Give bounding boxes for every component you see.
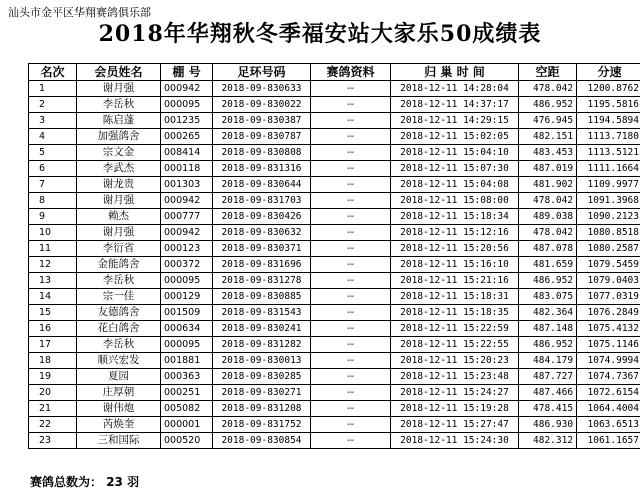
- cell-speed: 1080.8518: [577, 225, 640, 241]
- cell-info: --: [311, 337, 391, 353]
- cell-time: 2018-12-11 15:18:31: [391, 289, 519, 305]
- cell-ring: 2018-09-831752: [213, 417, 311, 433]
- cell-distance: 486.930: [519, 417, 577, 433]
- cell-loft: 000520: [161, 433, 213, 449]
- cell-ring: 2018-09-831208: [213, 401, 311, 417]
- cell-info: --: [311, 385, 391, 401]
- cell-speed: 1113.7180: [577, 129, 640, 145]
- cell-distance: 481.659: [519, 257, 577, 273]
- cell-rank: 15: [29, 305, 77, 321]
- column-header-loft-id: 棚 号: [161, 64, 213, 81]
- cell-distance: 476.945: [519, 113, 577, 129]
- cell-name: 谢月强: [77, 225, 161, 241]
- cell-info: --: [311, 209, 391, 225]
- cell-distance: 487.727: [519, 369, 577, 385]
- cell-time: 2018-12-11 15:20:56: [391, 241, 519, 257]
- cell-speed: 1077.0319: [577, 289, 640, 305]
- cell-time: 2018-12-11 15:07:30: [391, 161, 519, 177]
- cell-loft: 000001: [161, 417, 213, 433]
- cell-speed: 1072.6154: [577, 385, 640, 401]
- total-count: [30, 473, 139, 490]
- cell-ring: 2018-09-830387: [213, 113, 311, 129]
- table-row: [29, 385, 640, 401]
- cell-distance: 481.902: [519, 177, 577, 193]
- cell-name: 李岳秋: [77, 97, 161, 113]
- cell-name: 谢伟炮: [77, 401, 161, 417]
- table-body: [29, 81, 640, 449]
- cell-info: --: [311, 353, 391, 369]
- page-title: 2018年华翔秋冬季福安站大家乐50成绩表: [98, 21, 542, 47]
- table-row: [29, 177, 640, 193]
- cell-info: --: [311, 417, 391, 433]
- cell-speed: 1063.6513: [577, 417, 640, 433]
- table-row: [29, 433, 640, 449]
- cell-distance: 483.075: [519, 289, 577, 305]
- cell-speed: 1091.3968: [577, 193, 640, 209]
- cell-distance: 482.312: [519, 433, 577, 449]
- cell-speed: 1090.2123: [577, 209, 640, 225]
- cell-info: --: [311, 369, 391, 385]
- table-row: [29, 225, 640, 241]
- cell-loft: 000095: [161, 337, 213, 353]
- cell-loft: 001509: [161, 305, 213, 321]
- cell-loft: 000634: [161, 321, 213, 337]
- column-header-pigeon-info: 赛鸽资料: [311, 64, 391, 81]
- cell-loft: 001881: [161, 353, 213, 369]
- cell-name: 谢月强: [77, 81, 161, 97]
- cell-loft: 000942: [161, 225, 213, 241]
- cell-speed: 1109.9977: [577, 177, 640, 193]
- table-row: [29, 97, 640, 113]
- cell-info: --: [311, 401, 391, 417]
- cell-name: 夏园: [77, 369, 161, 385]
- cell-rank: 21: [29, 401, 77, 417]
- cell-rank: 1: [29, 81, 77, 97]
- cell-rank: 12: [29, 257, 77, 273]
- cell-ring: 2018-09-831282: [213, 337, 311, 353]
- cell-info: --: [311, 273, 391, 289]
- cell-name: 谢龙贵: [77, 177, 161, 193]
- cell-loft: 000118: [161, 161, 213, 177]
- cell-ring: 2018-09-830271: [213, 385, 311, 401]
- results-table: [28, 63, 640, 449]
- cell-name: 友德鸽舍: [77, 305, 161, 321]
- cell-info: --: [311, 321, 391, 337]
- cell-name: 宗文金: [77, 145, 161, 161]
- cell-ring: 2018-09-830885: [213, 289, 311, 305]
- cell-time: 2018-12-11 15:23:48: [391, 369, 519, 385]
- table-row: [29, 145, 640, 161]
- cell-name: 花白鸽舍: [77, 321, 161, 337]
- cell-info: --: [311, 113, 391, 129]
- cell-time: 2018-12-11 15:16:10: [391, 257, 519, 273]
- cell-rank: 20: [29, 385, 77, 401]
- cell-distance: 478.042: [519, 81, 577, 97]
- cell-speed: 1079.0403: [577, 273, 640, 289]
- cell-speed: 1061.1657: [577, 433, 640, 449]
- table-row: [29, 305, 640, 321]
- cell-loft: 001235: [161, 113, 213, 129]
- table-row: [29, 321, 640, 337]
- table-row: [29, 401, 640, 417]
- cell-ring: 2018-09-831703: [213, 193, 311, 209]
- cell-distance: 478.415: [519, 401, 577, 417]
- cell-rank: 11: [29, 241, 77, 257]
- cell-rank: 8: [29, 193, 77, 209]
- cell-distance: 482.364: [519, 305, 577, 321]
- cell-info: --: [311, 177, 391, 193]
- cell-ring: 2018-09-830241: [213, 321, 311, 337]
- cell-rank: 5: [29, 145, 77, 161]
- cell-time: 2018-12-11 14:37:17: [391, 97, 519, 113]
- cell-ring: 2018-09-830285: [213, 369, 311, 385]
- cell-distance: 486.952: [519, 273, 577, 289]
- cell-time: 2018-12-11 15:22:55: [391, 337, 519, 353]
- cell-time: 2018-12-11 15:21:16: [391, 273, 519, 289]
- cell-rank: 4: [29, 129, 77, 145]
- cell-rank: 23: [29, 433, 77, 449]
- cell-ring: 2018-09-830632: [213, 225, 311, 241]
- cell-info: --: [311, 97, 391, 113]
- cell-time: 2018-12-11 15:04:10: [391, 145, 519, 161]
- column-header-speed: 分速: [577, 64, 640, 81]
- cell-time: 2018-12-11 15:18:35: [391, 305, 519, 321]
- cell-loft: 000265: [161, 129, 213, 145]
- cell-time: 2018-12-11 15:19:28: [391, 401, 519, 417]
- cell-loft: 000942: [161, 81, 213, 97]
- cell-rank: 10: [29, 225, 77, 241]
- cell-time: 2018-12-11 15:22:59: [391, 321, 519, 337]
- table-row: [29, 369, 640, 385]
- cell-rank: 3: [29, 113, 77, 129]
- cell-info: --: [311, 129, 391, 145]
- cell-speed: 1074.7367: [577, 369, 640, 385]
- table-row: [29, 129, 640, 145]
- column-header-return-time: 归 巢 时 间: [391, 64, 519, 81]
- cell-loft: 000095: [161, 273, 213, 289]
- cell-info: --: [311, 241, 391, 257]
- cell-speed: 1074.9994: [577, 353, 640, 369]
- table-row: [29, 289, 640, 305]
- cell-ring: 2018-09-830426: [213, 209, 311, 225]
- cell-speed: 1113.5121: [577, 145, 640, 161]
- column-header-distance: 空距: [519, 64, 577, 81]
- cell-info: --: [311, 161, 391, 177]
- cell-time: 2018-12-11 14:28:04: [391, 81, 519, 97]
- cell-loft: 001303: [161, 177, 213, 193]
- column-header-member-name: 会员姓名: [77, 64, 161, 81]
- cell-rank: 2: [29, 97, 77, 113]
- cell-rank: 22: [29, 417, 77, 433]
- cell-ring: 2018-09-830854: [213, 433, 311, 449]
- cell-speed: 1080.2587: [577, 241, 640, 257]
- cell-rank: 19: [29, 369, 77, 385]
- table-row: [29, 193, 640, 209]
- cell-name: 宗一佳: [77, 289, 161, 305]
- cell-ring: 2018-09-830644: [213, 177, 311, 193]
- cell-speed: 1075.4132: [577, 321, 640, 337]
- table-row: [29, 113, 640, 129]
- cell-rank: 7: [29, 177, 77, 193]
- column-header-ring-number: 足环号码: [213, 64, 311, 81]
- table-row: [29, 353, 640, 369]
- table-row: [29, 417, 640, 433]
- cell-distance: 482.151: [519, 129, 577, 145]
- cell-rank: 17: [29, 337, 77, 353]
- table-row: [29, 257, 640, 273]
- total-label: 赛鸽总数为：: [30, 475, 103, 489]
- cell-loft: 000777: [161, 209, 213, 225]
- cell-rank: 9: [29, 209, 77, 225]
- cell-name: 谢月强: [77, 193, 161, 209]
- cell-ring: 2018-09-831696: [213, 257, 311, 273]
- cell-info: --: [311, 305, 391, 321]
- cell-speed: 1194.5894: [577, 113, 640, 129]
- cell-name: 芮焕奎: [77, 417, 161, 433]
- table-row: [29, 241, 640, 257]
- cell-ring: 2018-09-830787: [213, 129, 311, 145]
- cell-distance: 487.019: [519, 161, 577, 177]
- cell-name: 庄厚朝: [77, 385, 161, 401]
- cell-name: 李武杰: [77, 161, 161, 177]
- cell-speed: 1079.5459: [577, 257, 640, 273]
- cell-ring: 2018-09-831316: [213, 161, 311, 177]
- cell-distance: 489.038: [519, 209, 577, 225]
- cell-distance: 478.042: [519, 225, 577, 241]
- cell-time: 2018-12-11 15:12:16: [391, 225, 519, 241]
- cell-speed: 1076.2849: [577, 305, 640, 321]
- cell-name: 李衍省: [77, 241, 161, 257]
- table-row: [29, 337, 640, 353]
- cell-time: 2018-12-11 15:27:47: [391, 417, 519, 433]
- cell-info: --: [311, 193, 391, 209]
- cell-info: --: [311, 145, 391, 161]
- cell-name: 陈启蓬: [77, 113, 161, 129]
- cell-rank: 16: [29, 321, 77, 337]
- cell-speed: 1200.8762: [577, 81, 640, 97]
- cell-speed: 1111.1664: [577, 161, 640, 177]
- cell-distance: 478.042: [519, 193, 577, 209]
- cell-distance: 486.952: [519, 97, 577, 113]
- cell-ring: 2018-09-830633: [213, 81, 311, 97]
- cell-rank: 6: [29, 161, 77, 177]
- cell-time: 2018-12-11 15:02:05: [391, 129, 519, 145]
- cell-time: 2018-12-11 15:18:34: [391, 209, 519, 225]
- cell-time: 2018-12-11 15:20:23: [391, 353, 519, 369]
- cell-ring: 2018-09-831543: [213, 305, 311, 321]
- cell-ring: 2018-09-831278: [213, 273, 311, 289]
- cell-speed: 1195.5816: [577, 97, 640, 113]
- cell-time: 2018-12-11 15:24:27: [391, 385, 519, 401]
- cell-ring: 2018-09-830808: [213, 145, 311, 161]
- cell-distance: 487.466: [519, 385, 577, 401]
- cell-name: 顺兴宏发: [77, 353, 161, 369]
- cell-ring: 2018-09-830371: [213, 241, 311, 257]
- cell-distance: 487.148: [519, 321, 577, 337]
- cell-name: 李岳秋: [77, 337, 161, 353]
- cell-time: 2018-12-11 15:04:08: [391, 177, 519, 193]
- cell-name: 李岳秋: [77, 273, 161, 289]
- cell-time: 2018-12-11 15:08:00: [391, 193, 519, 209]
- cell-name: 金能鸽舍: [77, 257, 161, 273]
- table-row: [29, 81, 640, 97]
- table-header-row: [29, 64, 640, 81]
- cell-loft: 000363: [161, 369, 213, 385]
- cell-rank: 13: [29, 273, 77, 289]
- total-unit: 羽: [127, 475, 140, 489]
- cell-name: 赖杰: [77, 209, 161, 225]
- cell-distance: 484.179: [519, 353, 577, 369]
- total-value: 23: [106, 475, 123, 489]
- cell-info: --: [311, 81, 391, 97]
- column-header-rank: 名次: [29, 64, 77, 81]
- cell-loft: 000129: [161, 289, 213, 305]
- cell-rank: 14: [29, 289, 77, 305]
- cell-name: 三和国际: [77, 433, 161, 449]
- cell-ring: 2018-09-830013: [213, 353, 311, 369]
- cell-distance: 487.078: [519, 241, 577, 257]
- cell-info: --: [311, 225, 391, 241]
- table-row: [29, 161, 640, 177]
- cell-loft: 000123: [161, 241, 213, 257]
- cell-distance: 486.952: [519, 337, 577, 353]
- cell-loft: 005082: [161, 401, 213, 417]
- cell-info: --: [311, 289, 391, 305]
- cell-loft: 000095: [161, 97, 213, 113]
- cell-ring: 2018-09-830022: [213, 97, 311, 113]
- table-row: [29, 209, 640, 225]
- club-name: 汕头市金平区华翔赛鸽俱乐部: [8, 6, 151, 19]
- cell-info: --: [311, 257, 391, 273]
- cell-loft: 000942: [161, 193, 213, 209]
- cell-loft: 000372: [161, 257, 213, 273]
- cell-distance: 483.453: [519, 145, 577, 161]
- cell-speed: 1064.4004: [577, 401, 640, 417]
- cell-rank: 18: [29, 353, 77, 369]
- cell-time: 2018-12-11 14:29:15: [391, 113, 519, 129]
- cell-loft: 008414: [161, 145, 213, 161]
- cell-loft: 000251: [161, 385, 213, 401]
- cell-info: --: [311, 433, 391, 449]
- table-row: [29, 273, 640, 289]
- cell-speed: 1075.1146: [577, 337, 640, 353]
- cell-time: 2018-12-11 15:24:30: [391, 433, 519, 449]
- cell-name: 加强鸽舍: [77, 129, 161, 145]
